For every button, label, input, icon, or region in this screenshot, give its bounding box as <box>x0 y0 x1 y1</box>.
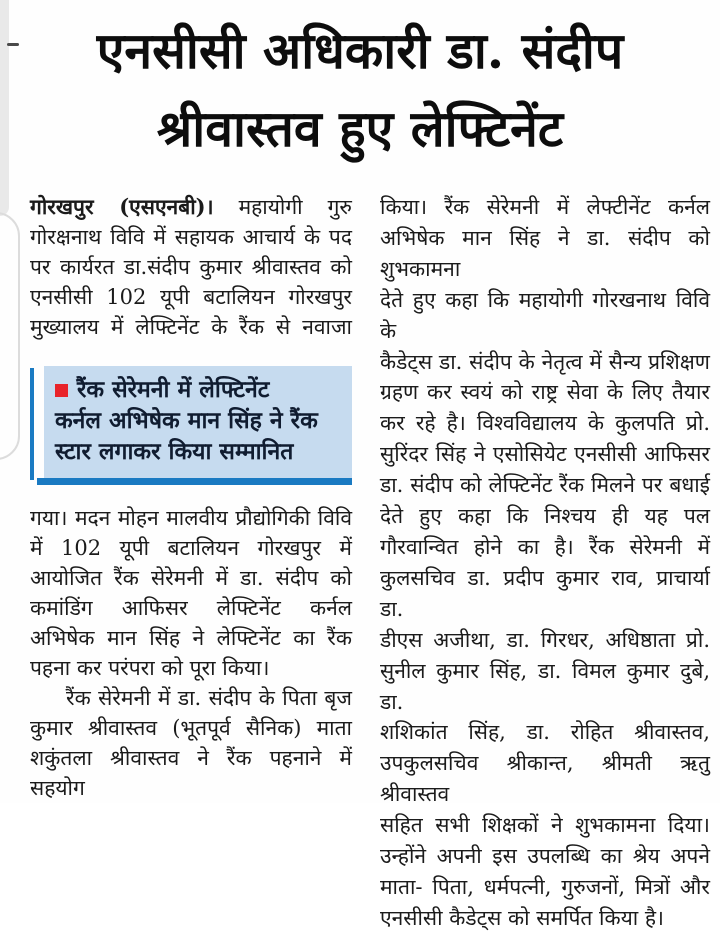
text-line: एनसीसी 102 यूपी बटालियन गोरखपुर <box>30 285 352 309</box>
headline-line-2: श्रीवास्तव हुए लेफ्टिनेंट <box>156 99 564 158</box>
text-line: पर कार्यरत डा.संदीप कुमार श्रीवास्तव को <box>30 255 352 279</box>
right-column <box>380 192 710 934</box>
text-line: गोरक्षनाथ विवि में सहायक आचार्य के पद <box>30 225 352 249</box>
text-line: देते हुए कहा कि निश्चय ही यह पल <box>380 504 710 529</box>
text-line: गया। मदन मोहन मालवीय प्रौद्योगिकी विवि <box>30 506 352 530</box>
scan-edge-strip <box>0 0 9 216</box>
highlight-box-body <box>44 366 352 478</box>
highlight-box <box>30 366 352 485</box>
highlight-line-2: कर्नल अभिषेक मान सिंह ने रैंक <box>55 408 318 434</box>
paragraph-lead <box>30 192 352 342</box>
highlight-box-bottom-rule <box>37 478 352 485</box>
text-line: कर रहे है। विश्वविद्यालय के कुलपति प्रो. <box>380 411 710 436</box>
text-line: एनसीसी कैडेट्स को समर्पित किया है। <box>380 905 665 930</box>
text-line: देते हुए कहा कि महायोगी गोरखनाथ विवि के <box>380 287 710 343</box>
text-line: माता- पिता, धर्मपत्नी, गुरुजनों, मित्रों और <box>380 874 710 899</box>
text-line: सुनील कुमार सिंह, डा. विमल कुमार दुबे, डा. <box>380 658 710 714</box>
text-line: डा. संदीप को लेफ्टिनेंट रैंक मिलने पर बधाई <box>380 473 710 498</box>
highlight-line-1-text: रैंक सेरेमनी में लेफ्टिनेंट <box>77 377 270 403</box>
text-line: अभिषेक मान सिंह ने लेफ्टिनेंट का रैंक <box>30 626 352 650</box>
text-line: शशिकांत सिंह, डा. रोहित श्रीवास्तव, <box>380 720 710 745</box>
highlight-line-3: स्टार लगाकर किया सम्मानित <box>55 439 294 465</box>
text-line: किया। रैंक सेरेमनी में लेफ्टीनेंट कर्नल <box>380 195 710 219</box>
scan-edge-curve <box>0 212 20 460</box>
text-line: रैंक सेरेमनी में डा. संदीप के पिता बृज <box>66 686 352 710</box>
text-line: अभिषेक मान सिंह ने डा. संदीप को शुभकामना <box>380 225 710 281</box>
text-line: कैडेट्स डा. संदीप के नेतृत्व में सैन्य प्रशिक्षण <box>380 349 710 374</box>
paragraph-lead-lines <box>30 222 352 342</box>
text-line: कुलसचिव डा. प्रदीप कुमार राव, प्राचार्या डा. <box>380 565 710 621</box>
article-headline <box>10 12 710 168</box>
text-line: उन्होंने अपनी इस उपलब्धि का श्रेय अपने <box>380 844 710 869</box>
paragraph-continuation <box>380 192 710 934</box>
body-line-dateline <box>30 192 352 222</box>
square-bullet-icon <box>55 384 68 397</box>
text-line: पहना कर परंपरा को पूरा किया। <box>30 656 270 680</box>
text-line: सुरिंदर सिंह ने एसोसियेट एनसीसी आफिसर <box>380 442 710 467</box>
dateline-rest: महायोगी गुरु <box>213 195 352 219</box>
text-line: में 102 यूपी बटालियन गोरखपुर में <box>30 536 352 560</box>
text-line: सहित सभी शिक्षकों ने शुभकामना दिया। <box>380 813 710 838</box>
text-line: कमांडिंग आफिसर लेफ्टिनेंट कर्नल <box>30 596 352 620</box>
headline-line-1: एनसीसी अधिकारी डा. संदीप <box>96 21 624 80</box>
text-line: आयोजित रैंक सेरेमनी में डा. संदीप को <box>30 566 352 590</box>
text-line: उपकुलसचिव श्रीकान्त, श्रीमती ऋतु श्रीवास्तव <box>380 751 710 807</box>
text-line: मुख्यालय में लेफ्टिनेंट के रैंक से नवाजा <box>30 315 352 339</box>
text-line: शकुंतला श्रीवास्तव ने रैंक पहनाने में सहयोग <box>30 746 352 800</box>
highlight-box-left-rule <box>30 368 34 480</box>
highlight-line-1 <box>55 375 344 406</box>
paragraph-2 <box>30 503 352 683</box>
text-line: डीएस अजीथा, डा. गिरधर, अधिष्ठाता प्रो. <box>380 627 710 652</box>
text-line: ग्रहण कर स्वयं को राष्ट्र सेवा के लिए तैयार <box>380 380 710 405</box>
paragraph-3 <box>30 683 352 803</box>
left-column <box>30 192 352 803</box>
text-line: कुमार श्रीवास्तव (भूतपूर्व सैनिक) माता <box>30 716 352 740</box>
text-line: गौरवान्वित होने का है। रैंक सेरेमनी में <box>380 534 710 559</box>
dateline: गोरखपुर (एसएनबी)। <box>30 194 214 219</box>
